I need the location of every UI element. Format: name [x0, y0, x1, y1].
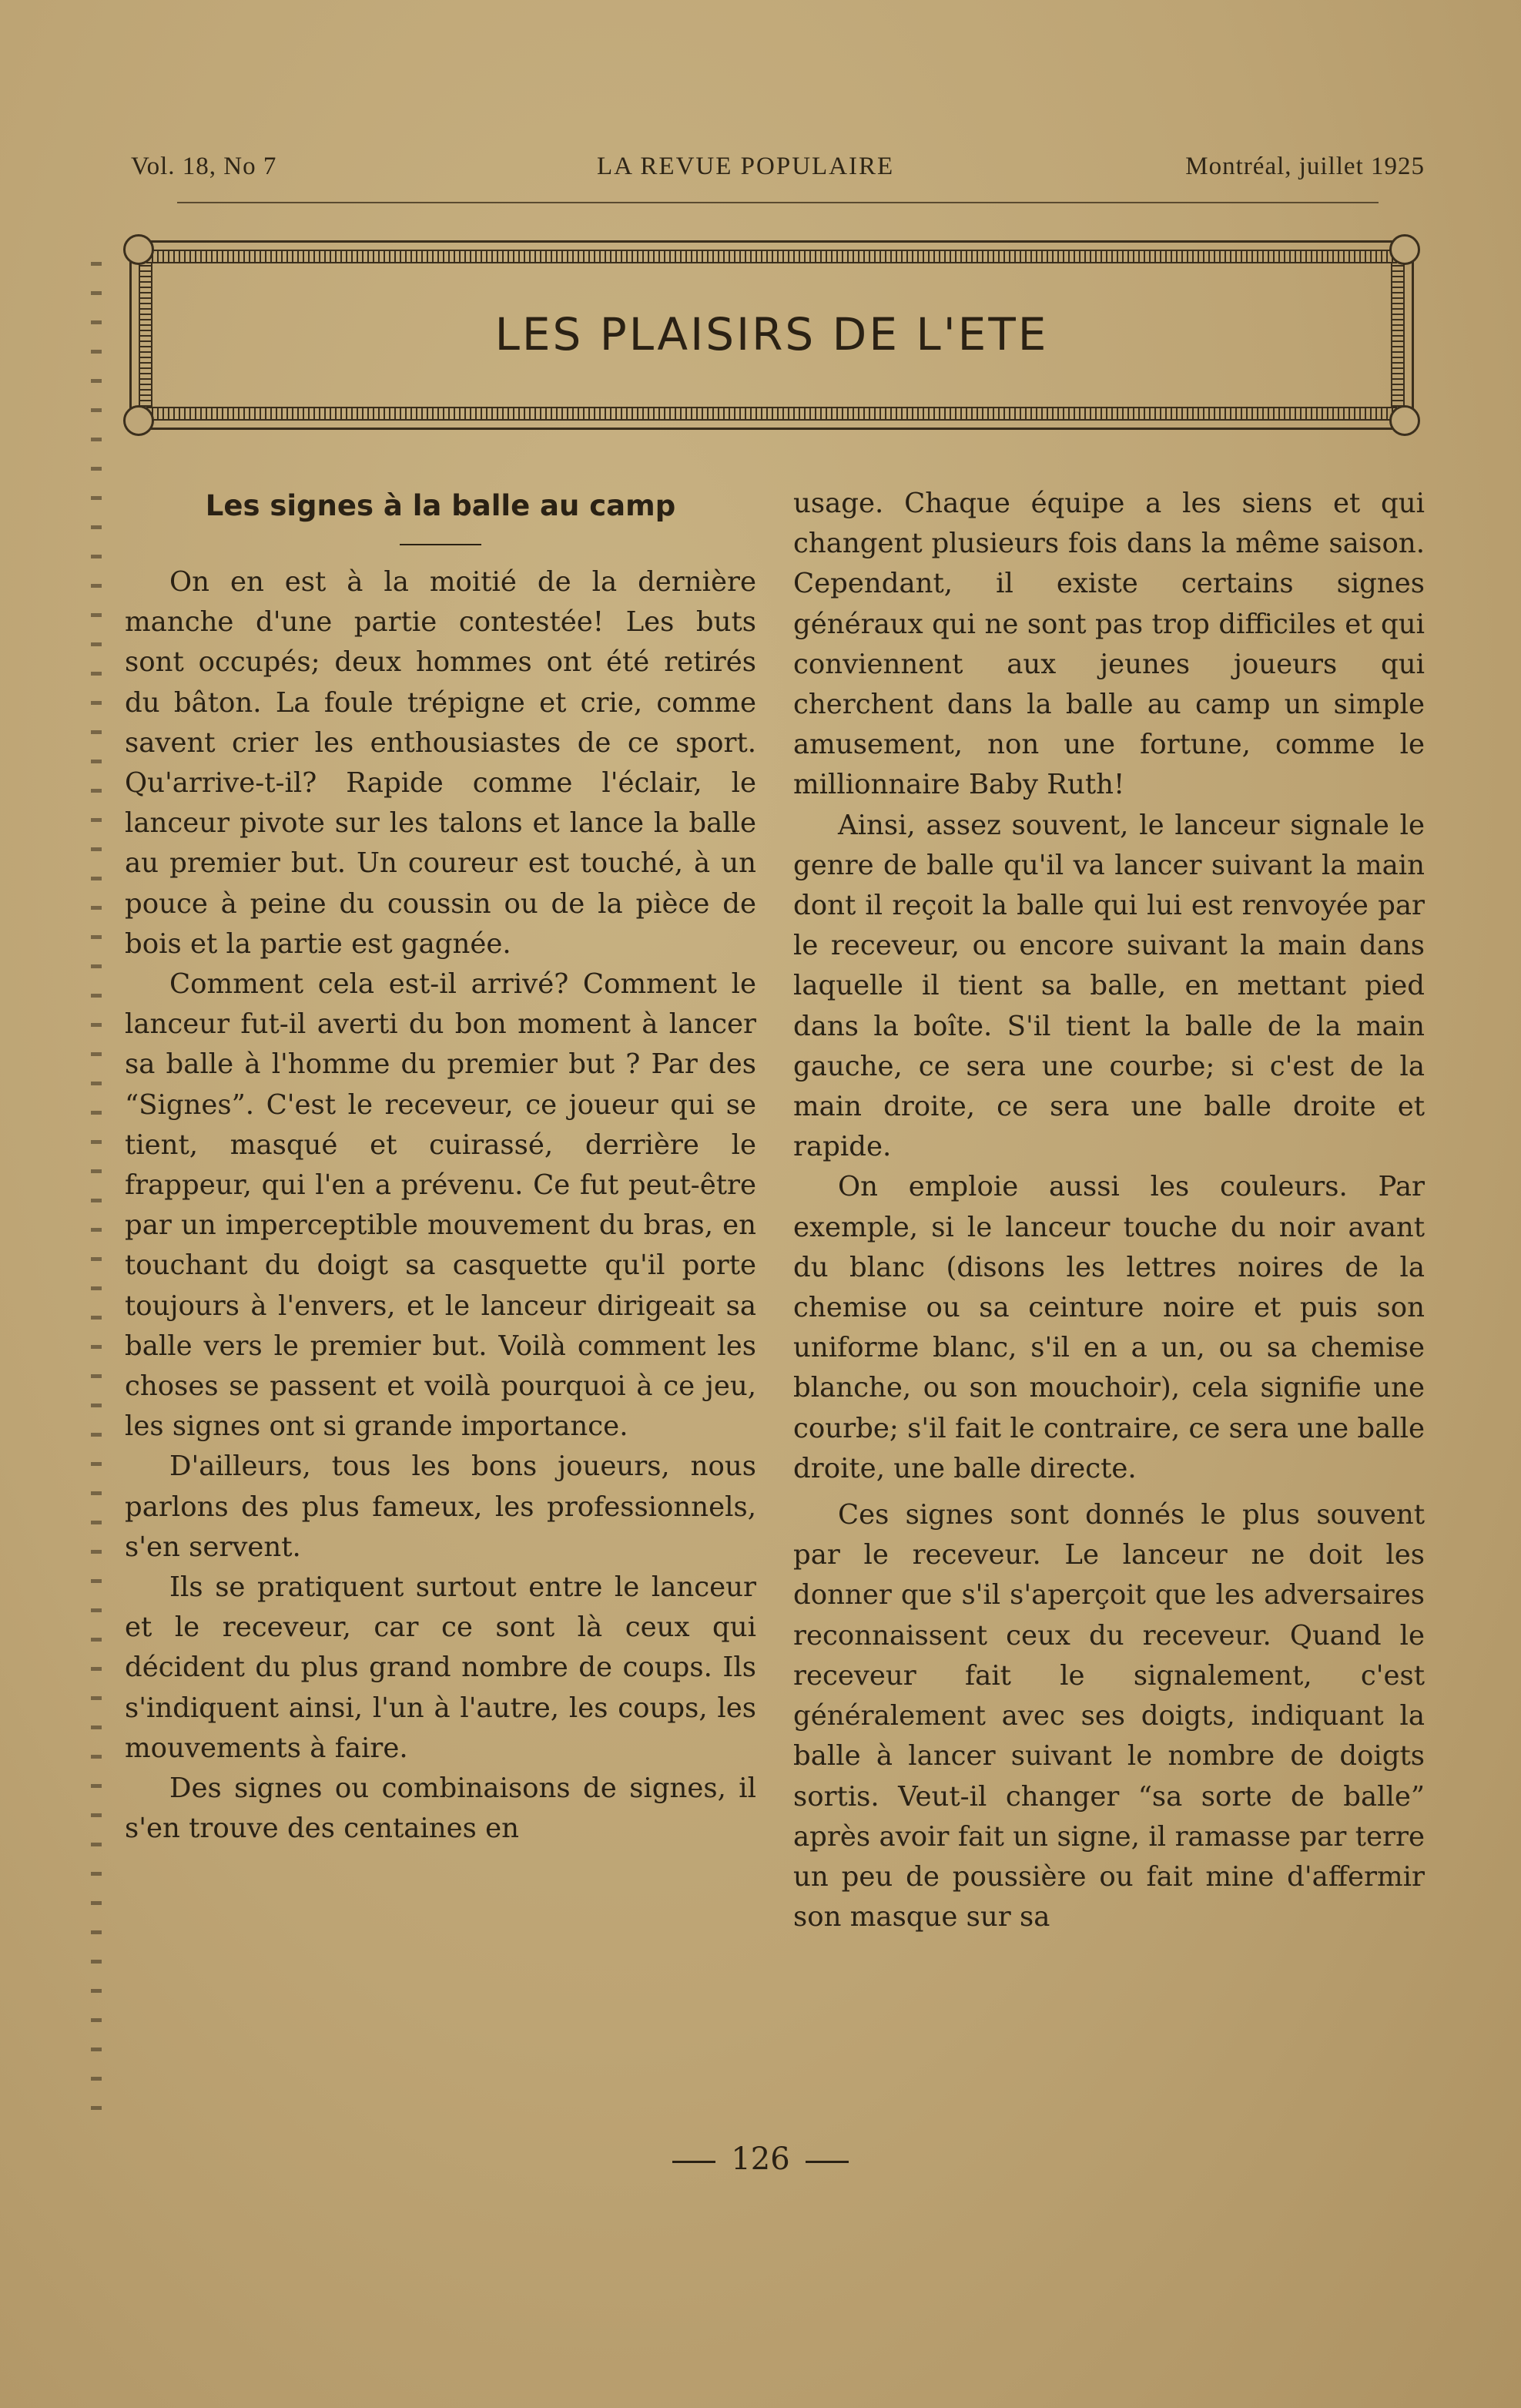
dash-right	[806, 2161, 849, 2163]
binding-margin-marks	[91, 262, 102, 2126]
paragraph: usage. Chaque équipe a les siens et qui changent plusieurs fois dans la même saison. Cependant, il existe certains signes généraux qui ne sont pas trop difficiles et qui conviennent aux jeunes joueurs qui cherchent dans la balle au camp un simple amusement, non une fortune, comme le millionnaire Baby Ruth!	[793, 488, 1425, 801]
article-column-right	[793, 484, 1425, 1937]
dash-left	[672, 2161, 715, 2163]
volume-number: Vol. 18, No 7	[131, 153, 277, 180]
page-number-line	[0, 2141, 1521, 2177]
paragraph: D'ailleurs, tous les bons joueurs, nous parlons des plus fameux, les professionnels, s'en servent.	[125, 1451, 756, 1563]
section-title-frame	[129, 240, 1414, 430]
publication-name: LA REVUE POPULAIRE	[597, 153, 895, 180]
header-rule	[177, 202, 1379, 203]
paragraph: On en est à la moitié de la dernière manche d'une partie contestée! Les buts sont occupés; deux hommes ont été retirés du bâton. La foule trépigne et crie, comme savent crier les enthousiastes de ce sport. Qu'arrive-t-il? Rapide comme l'éclair, le lanceur pivote sur les talons et lance la balle au premier but. Un coureur est touché, à un pouce à peine du coussin ou de la pièce de bois et la partie est gagnée.	[125, 566, 756, 960]
paragraph: On emploie aussi les couleurs. Par exemple, si le lanceur touche du noir avant du blanc (disons les lettres noires de la chemise ou sa ceinture noire et puis son uniforme blanc, s'il en a un, ou sa chemise blanche, ou son mouchoir), cela signifie une courbe; s'il fait le contraire, ce sera une balle droite, une balle directe.	[793, 1171, 1425, 1484]
frame-corner-ornament	[123, 405, 154, 436]
page-number: 126	[731, 2141, 790, 2177]
paragraph: Ces signes sont donnés le plus souvent par le receveur. Le lanceur ne doit les donner que s'il s'aperçoit que les adversaires reconnaissent ceux du receveur. Quand le receveur fait le signalement, c'est généralement avec ses doigts, indiquant la balle à lancer suivant le nombre de doigts sortis. Veut-il changer “sa sorte de balle” après avoir fait un signe, il ramasse par terre un peu de poussière ou fait mine d'affermir son masque sur sa	[793, 1499, 1425, 1933]
running-header	[123, 153, 1425, 180]
article-title: Les signes à la balle au camp	[205, 489, 676, 522]
issue-date: Montréal, juillet 1925	[1185, 153, 1425, 180]
frame-band-bottom	[146, 407, 1397, 421]
article-column-left	[125, 462, 756, 1850]
frame-band-top	[146, 250, 1397, 263]
paragraph: Comment cela est-il arrivé? Comment le lanceur fut-il averti du bon moment à lancer sa balle à l'homme du premier but ? Par des “Signes”. C'est le receveur, ce joueur qui se tient, masqué et cuirassé, derrière le frappeur, qui l'en a prévenu. Ce fut peut-être par un imperceptible mouvement du bras, en touchant du doigt sa casquette qu'il porte toujours à l'envers, et le lanceur dirigeait sa balle vers le premier but. Voilà comment les choses se passent et voilà pourquoi à ce jeu, les signes ont si grande importance.	[125, 968, 756, 1443]
paragraph: Des signes ou combinaisons de signes, il s'en trouve des centaines en	[125, 1772, 756, 1845]
title-separator	[400, 544, 481, 545]
frame-corner-ornament	[1389, 405, 1420, 436]
frame-corner-ornament	[1389, 234, 1420, 265]
paragraph: Ainsi, assez souvent, le lanceur signale le genre de balle qu'il va lancer suivant la main dont il reçoit la balle qui lui est renvoyée par le receveur, ou encore suivant la main dans laquelle il tient sa balle, en mettant pied dans la boîte. S'il tient la balle de la main gauche, ce sera une courbe; si c'est de la main droite, ce sera une balle droite et rapide.	[793, 809, 1425, 1163]
section-title: LES PLAISIRS DE L'ETE	[494, 308, 1049, 361]
frame-corner-ornament	[123, 234, 154, 265]
paragraph: Ils se pratiquent surtout entre le lanceur et le receveur, car ce sont là ceux qui décident du plus grand nombre de coups. Ils s'indiquent ainsi, l'un à l'autre, les coups, les mouvements à faire.	[125, 1571, 756, 1764]
